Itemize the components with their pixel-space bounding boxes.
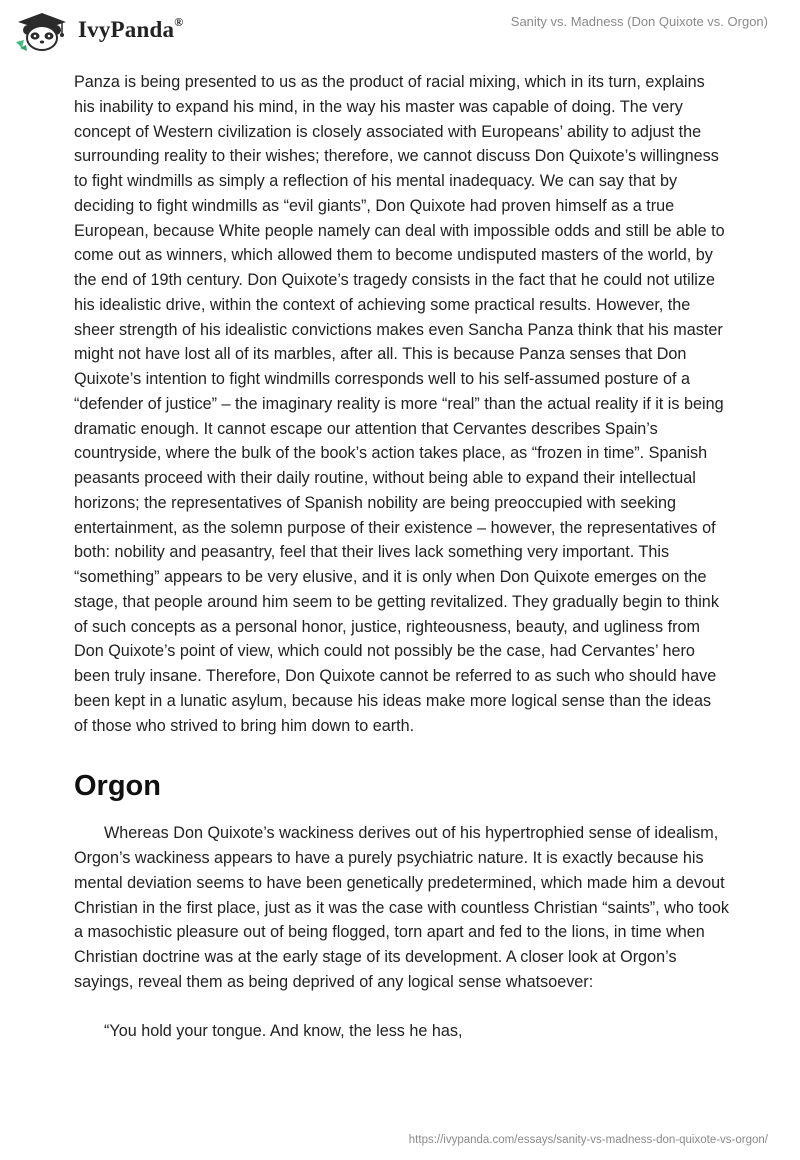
brand-name: IvyPanda® bbox=[78, 15, 184, 42]
ivypanda-logo[interactable] bbox=[14, 8, 183, 52]
body-paragraph: Panza is being presented to us as the product of racial mixing, which in its turn, explains his inability to expand his mind, in the way his master was capable of doing. The very concept of Western civilization is closely associated with Europeans’ ability to adjust the surrounding reality to their wishes; therefore, we cannot discuss Don Quixote’s willingness to fight windmills as simply a reflection of his mental inadequacy. We can say that by deciding to fight windmills as “evil giants”, Don Quixote had proven himself as a true European, because White people namely can deal with impossible odds and still be able to come out as winners, which allowed them to become undisputed masters of the world, by the end of 19th century. Don Quixote’s tragedy consists in the fact that he could not utilize his idealistic drive, within the context of achieving some practical results. However, the sheer strength of his idealistic convictions makes even Sancha Panza think that his master might not have lost all of its marbles, after all. This is because Panza senses that Don Quixote’s intention to fight windmills corresponds well to his self-assumed posture of a “defender of justice” – the imaginary reality is more “real” than the actual reality if it is being dramatic enough. It cannot escape our attention that Cervantes describes Spain’s countryside, where the bulk of the book’s action takes place, as “frozen in time”. Spanish peasants proceed with their daily routine, without being able to expand their intellectual horizons; the representatives of Spanish nobility are being preoccupied with seeking entertainment, as the solemn purpose of their existence – however, the representatives of both: nobility and peasantry, feel that their lives lack something very important. This “something” appears to be very elusive, and it is only when Don Quixote emerges on the stage, that people around him seem to be getting revitalized. They gradually begin to think of such concepts as a personal honor, justice, righteousness, beauty, and ugliness from Don Quixote’s point of view, which could not possibly be the case, had Cervantes’ hero been truly insane. Therefore, Don Quixote cannot be referred to as such who should have been kept in a lunatic asylum, because his ideas make more logical sense than the ideas of those who strived to bring him down to earth. bbox=[74, 73, 725, 735]
page-header bbox=[0, 0, 800, 64]
document-title: Sanity vs. Madness (Don Quixote vs. Orgon) bbox=[510, 14, 768, 29]
block-quote: “You hold your tongue. And know, the less he has, bbox=[104, 1021, 463, 1040]
source-url[interactable]: https://ivypanda.com/essays/sanity-vs-madness-don-quixote-vs-orgon/ bbox=[408, 1134, 768, 1146]
section-heading: Orgon bbox=[74, 770, 161, 803]
body-paragraph: Whereas Don Quixote’s wackiness derives out of his hypertrophied sense of idealism, Orgon’s wackiness appears to have a purely psychiatric nature. It is exactly because his mental deviation seems to have been genetically predetermined, which made him a devout Christian in the first place, just as it was the case with countless Christian “saints”, who took a masochistic pleasure out of being flogged, torn apart and fed to the lions, in time when Christian doctrine was at the early stage of its development. A closer look at Orgon’s sayings, reveal them as being deprived of any logical sense whatsoever: bbox=[74, 824, 729, 991]
essay-content bbox=[74, 70, 729, 1043]
panda-mascot-icon bbox=[14, 8, 72, 52]
